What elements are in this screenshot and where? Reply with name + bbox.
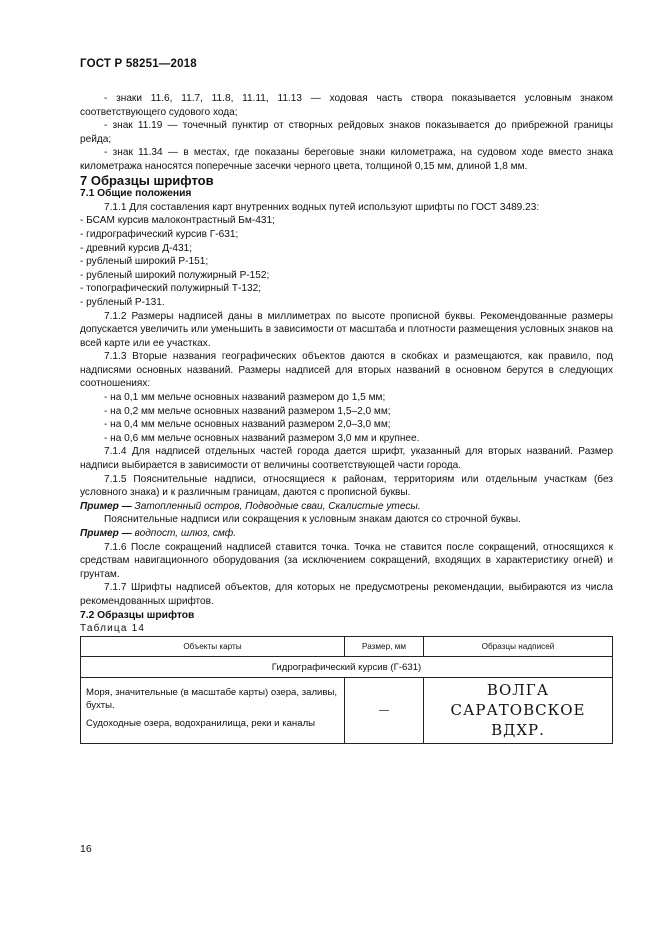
intro-item: - знаки 11.6, 11.7, 11.8, 11.11, 11.13 — ходовая часть створа показывается условным знаком соответствующего судового хода; xyxy=(80,93,613,118)
example-label: Пример — xyxy=(80,500,132,512)
section-7-heading: 7 Образцы шрифтов xyxy=(80,172,214,188)
example-2 xyxy=(80,527,613,541)
paragraph-7-1-6: 7.1.6 После сокращений надписей ставится точка. Точка не ставится после сокращений, относящихся к средствам навигационного оборудования (за исключением сокращений, входящих в характеристику огней) и грунтам. xyxy=(80,541,613,580)
map-objects-line: Судоходные озера, водохранилища, реки и каналы xyxy=(86,718,316,730)
column-header: Размер, мм xyxy=(345,636,424,657)
paragraph-7-1-7: 7.1.7 Шрифты надписей объектов, для которых не предусмотрены рекомендации, выбираются из числа рекомендованных шрифтов. xyxy=(80,582,613,607)
map-objects-cell xyxy=(81,678,345,744)
subsection-7-1-heading: 7.1 Общие положения xyxy=(80,188,192,200)
intro-item: - знак 11.34 — в местах, где показаны береговые знаки километража, на судовом ходе вместо знака километража наносятся поперечные засечки черного цвета, толщиной 0,15 мм, длиной 1,8 мм. xyxy=(80,147,613,172)
paragraph-7-1-4: 7.1.4 Для надписей отдельных частей города дается шрифт, указанный для вторых названий. Размер надписи выбирается в зависимости от величины соответствующей части города. xyxy=(80,446,613,472)
table-header-row xyxy=(81,636,613,657)
paragraph-7-1-5: 7.1.5 Пояснительные надписи, относящиеся к районам, территориям или отдельным участкам (без условного знака) и к различным границам, даются с прописной буквы. xyxy=(80,473,613,499)
font-list-item: - рубленый широкий Р-151; xyxy=(80,256,209,268)
font-list-item: - топографический полужирный Т-132; xyxy=(80,283,261,295)
subsection-7-2-heading: 7.2 Образцы шрифтов xyxy=(80,609,195,621)
document-code: ГОСТ Р 58251—2018 xyxy=(80,58,197,70)
column-header: Объекты карты xyxy=(81,636,345,657)
font-group-label: Гидрографический курсив (Г-631) xyxy=(81,657,613,678)
paragraph-7-1-1: 7.1.1 Для составления карт внутренних водных путей используют шрифты по ГОСТ 3489.23: xyxy=(104,201,540,213)
sample-line: САРАТОВСКОЕ ВДХР. xyxy=(450,701,586,740)
example-text: водпост, шлюз, смф. xyxy=(131,528,236,539)
ratio-list-item: - на 0,1 мм мельче основных названий размером до 1,5 мм; xyxy=(104,392,386,404)
example-label: Пример — xyxy=(80,528,132,539)
map-objects-line: Моря, значительные (в масштабе карты) озера, заливы, бухты. xyxy=(86,687,338,712)
example-1 xyxy=(80,500,613,514)
intro-item: - знак 11.19 — точечный пунктир от створных рейдовых знаков показывается до прибрежной границы рейда; xyxy=(80,120,613,145)
sample-cell xyxy=(424,678,613,744)
table-caption: Таблица 14 xyxy=(80,623,146,635)
column-header: Образцы надписей xyxy=(424,636,613,657)
ratio-list-item: - на 0,2 мм мельче основных названий размером 1,5–2,0 мм; xyxy=(104,405,391,417)
table-row xyxy=(81,678,613,744)
page-content xyxy=(80,92,613,744)
font-list-item: - рубленый широкий полужирный Р-152; xyxy=(80,269,270,281)
font-list-item: - рубленый Р-131. xyxy=(80,296,165,308)
font-list-item: - гидрографический курсив Г-631; xyxy=(80,228,239,240)
font-list-item: - БСАМ курсив малоконтрастный Бм-431; xyxy=(80,215,275,227)
font-list-item: - древний курсив Д-431; xyxy=(80,242,193,254)
size-cell: — xyxy=(345,678,424,744)
page-number: 16 xyxy=(80,843,92,855)
ratio-list-item: - на 0,6 мм мельче основных названий размером 3,0 мм и крупнее. xyxy=(104,432,420,444)
ratio-list-item: - на 0,4 мм мельче основных названий размером 2,0–3,0 мм; xyxy=(104,419,391,431)
paragraph-7-1-2: 7.1.2 Размеры надписей даны в миллиметрах по высоте прописной буквы. Рекомендованные размеры допускается увеличить или уменьшить в зависимости от масштаба и плотности размещения условных знаков на всей карте или ее участках. xyxy=(80,310,613,349)
table-group-row xyxy=(81,657,613,678)
paragraph-lowercase-note: Пояснительные надписи или сокращения к условным знакам даются со строчной буквы. xyxy=(104,514,521,526)
example-text: Затопленный остров, Подводные сваи, Скалистые утесы. xyxy=(131,500,421,512)
sample-line: ВОЛГА xyxy=(486,681,550,700)
font-samples-table xyxy=(80,636,613,745)
paragraph-7-1-3: 7.1.3 Вторые названия географических объектов даются в скобках и размещаются, как правило, под надписями основных названий. Размеры надписей для вторых названий в основном берутся в следующих соотношениях: xyxy=(80,351,613,390)
